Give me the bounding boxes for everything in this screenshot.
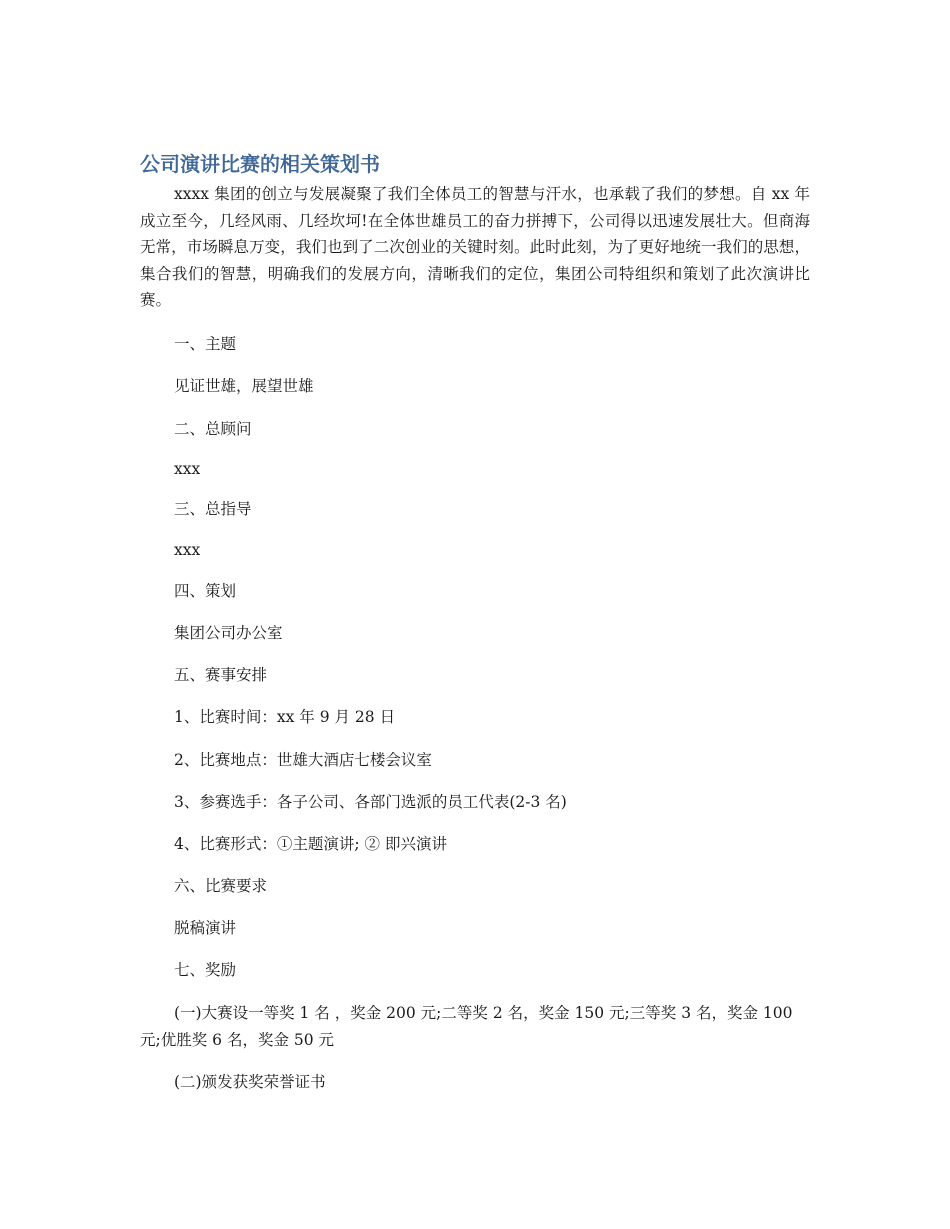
rewards-paragraph-2: (二)颁发获奖荣誉证书 [174,1073,326,1091]
intro-paragraph: xxxx 集团的创立与发展凝聚了我们全体员工的智慧与汗水，也承载了我们的梦想。自 xx 年成立至今，几经风雨、几经坎坷!在全体世雄员工的奋力拼搏下，公司得以迅速发展壮大。但商海无常，市场瞬息万变，我们也到了二次创业的关键时刻。此时此刻，为了更好地统一我们的思想，集合我们的智慧，明确我们的发展方向，清晰我们的定位，集团公司特组织和策划了此次演讲比赛。 [140,185,810,309]
rewards-paragraph-1: (一)大赛设一等奖 1 名 ，奖金 200 元;二等奖 2 名，奖金 150 元;三等奖 3 名，奖金 100 元;优胜奖 6 名，奖金 50 元 [140,1004,793,1049]
theme-text: 见证世雄，展望世雄 [174,377,314,395]
schedule-item-format: 4、比赛形式：①主题演讲; ② 即兴演讲 [174,835,447,853]
schedule-item-time: 1、比赛时间：xx 年 9 月 28 日 [174,708,396,726]
section-heading-rewards: 七、奖励 [174,961,237,979]
section-heading-planning: 四、策划 [174,582,237,600]
section-heading-schedule: 五、赛事安排 [174,666,268,684]
schedule-item-location: 2、比赛地点：世雄大酒店七楼会议室 [174,751,432,769]
advisor-text: xxx [174,460,201,478]
section-heading-theme: 一、主题 [174,335,237,353]
requirements-text: 脱稿演讲 [174,919,237,937]
document-title: 公司演讲比赛的相关策划书 [140,152,380,176]
section-heading-director: 三、总指导 [174,500,252,518]
section-heading-advisor: 二、总顾问 [174,420,252,438]
schedule-item-contestants: 3、参赛选手：各子公司、各部门选派的员工代表(2-3 名) [174,793,567,811]
planning-text: 集团公司办公室 [174,624,283,642]
section-heading-requirements: 六、比赛要求 [174,877,268,895]
director-text: xxx [174,541,201,559]
